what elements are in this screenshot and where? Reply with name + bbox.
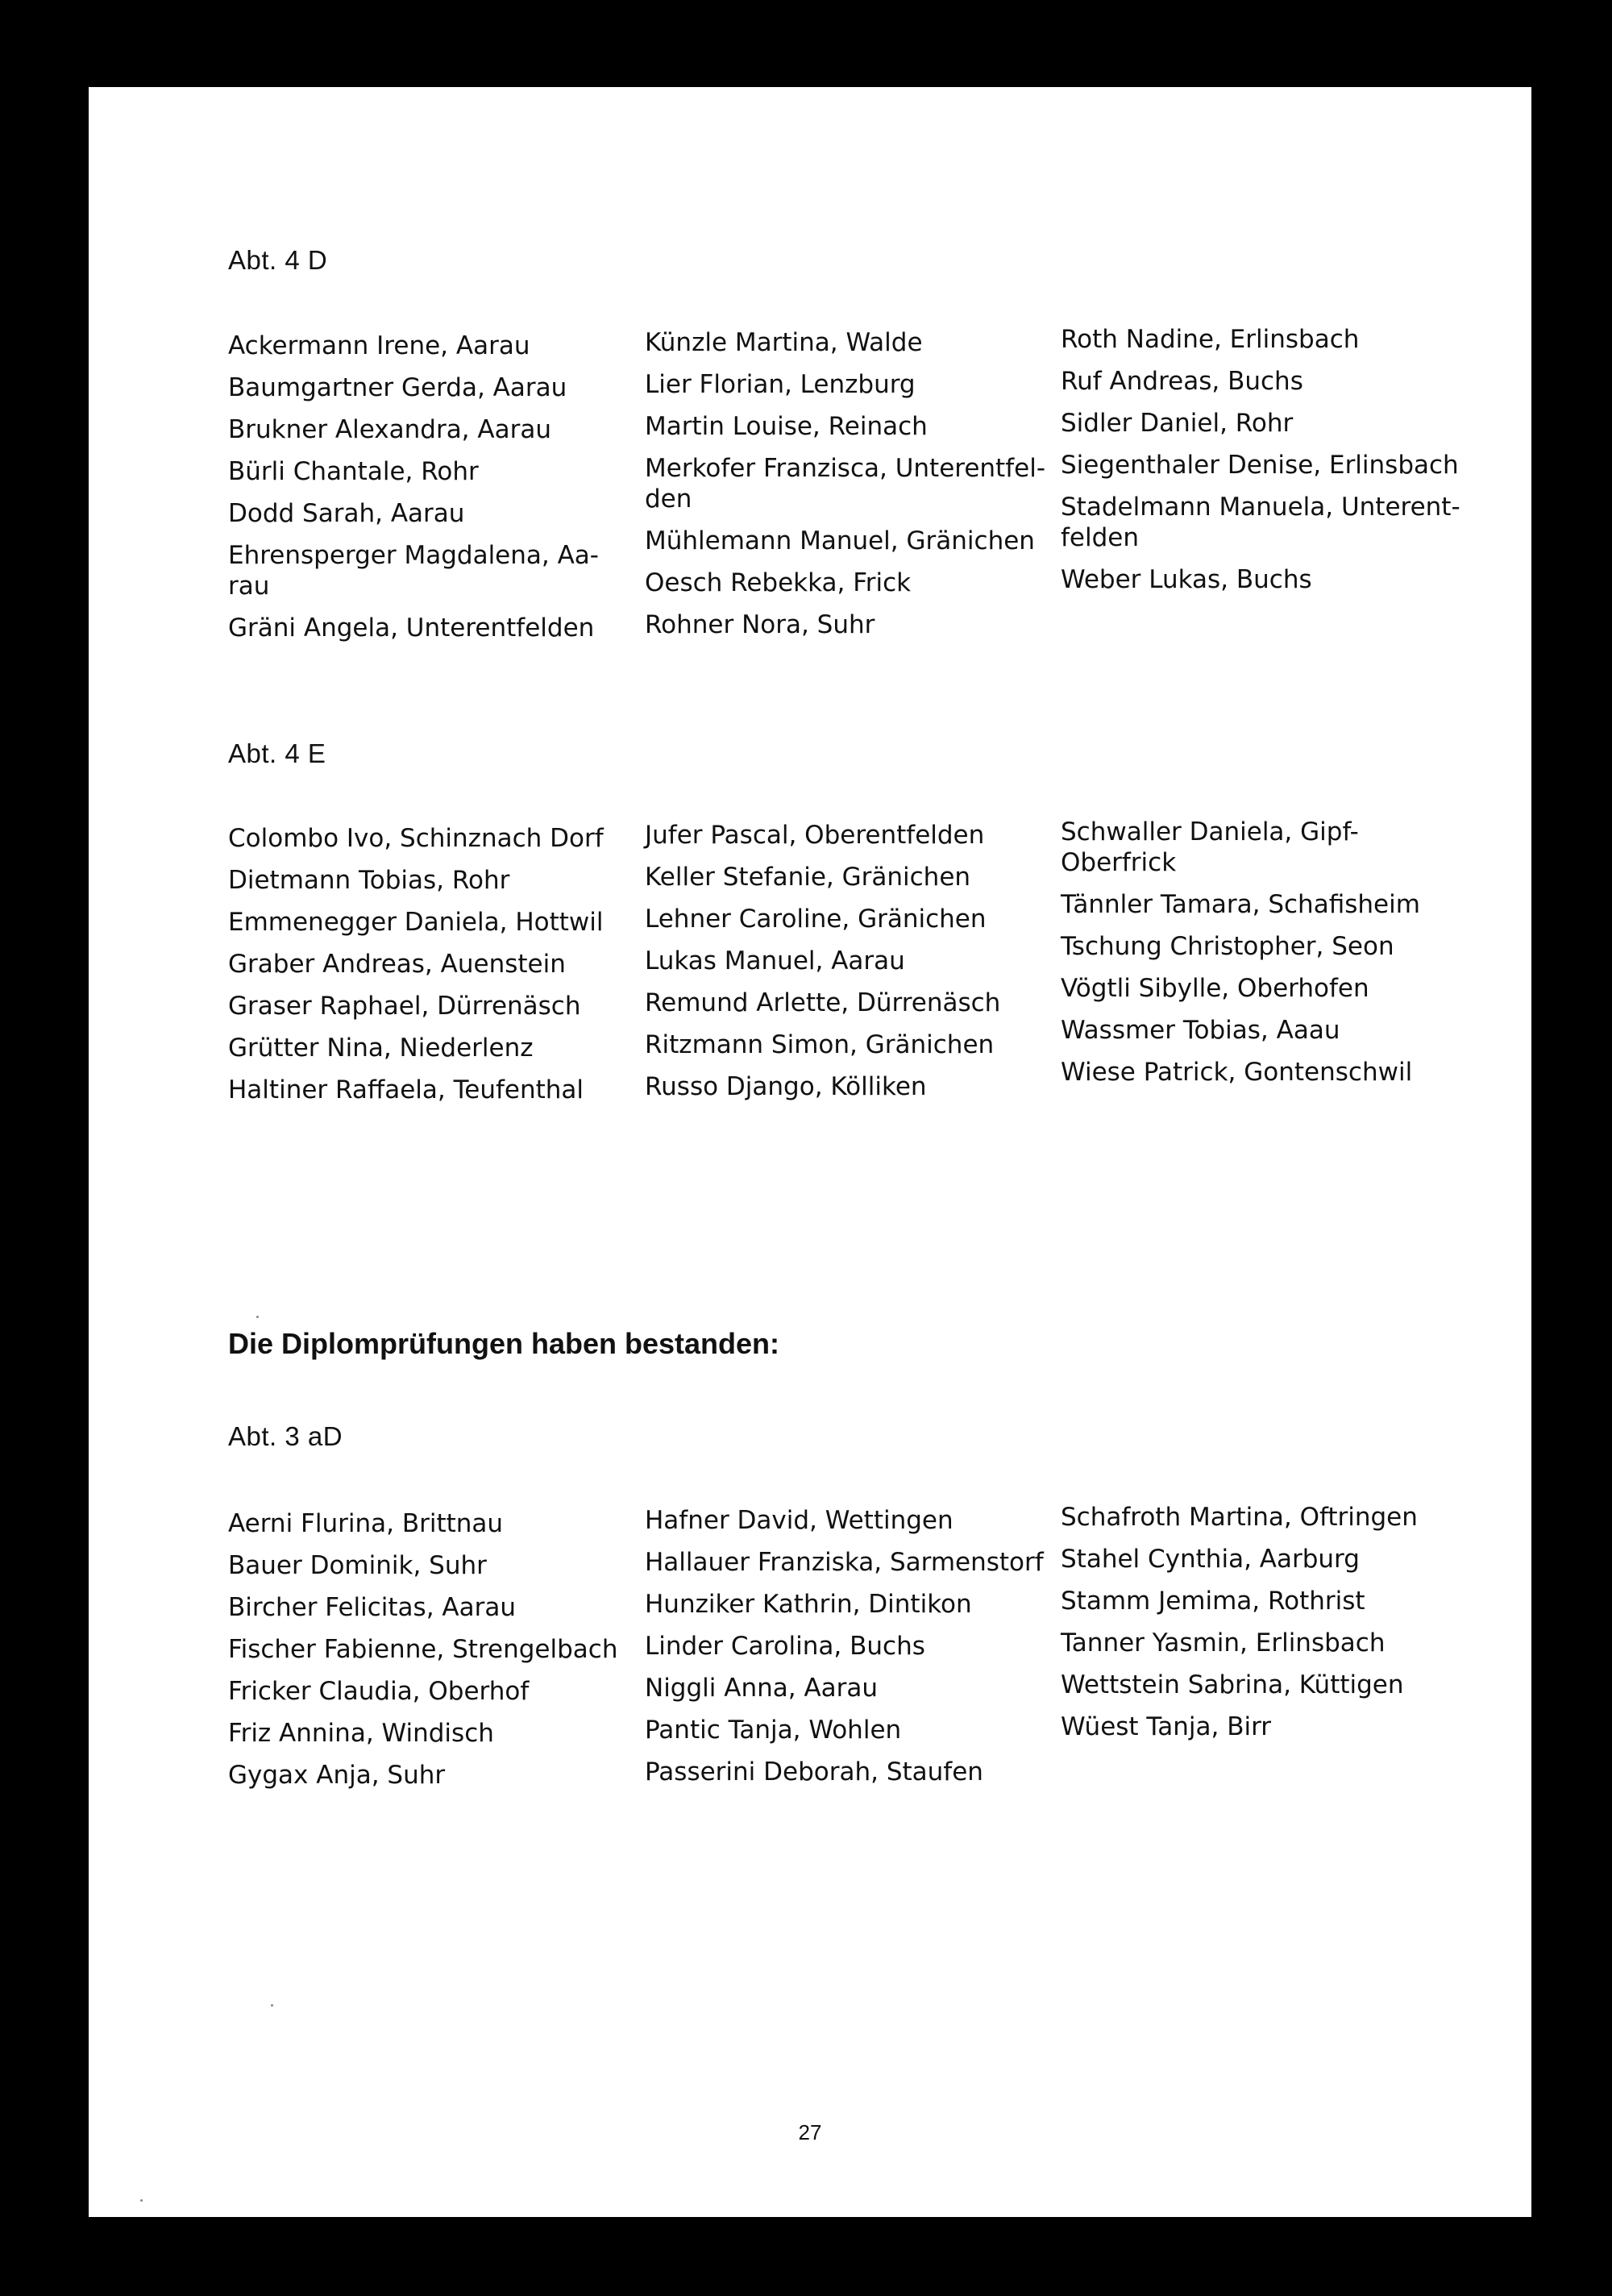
name-entry: Aerni Flurina, Brittnau	[228, 1509, 504, 1538]
name-entry: Linder Carolina, Buchs	[645, 1632, 925, 1661]
name-entry: Hunziker Kathrin, Dintikon	[645, 1590, 972, 1619]
name-entry: Schwaller Daniela, Gipf- Oberfrick	[1061, 817, 1359, 877]
name-entry: Ackermann Irene, Aarau	[228, 331, 530, 360]
name-entry: Graser Raphael, Dürrenäsch	[228, 992, 581, 1021]
name-column	[1061, 1502, 1472, 1753]
name-entry: Dietmann Tobias, Rohr	[228, 866, 510, 895]
scan-speck	[140, 2199, 143, 2202]
name-column	[1061, 817, 1472, 1099]
name-entry: Tanner Yasmin, Erlinsbach	[1061, 1628, 1386, 1658]
name-entry: Dodd Sarah, Aarau	[228, 499, 465, 528]
name-entry: Martin Louise, Reinach	[645, 412, 928, 441]
name-entry: Brukner Alexandra, Aarau	[228, 415, 551, 444]
name-entry: Friz Annina, Windisch	[228, 1719, 494, 1748]
name-entry: Hallauer Franziska, Sarmenstorf	[645, 1548, 1044, 1577]
name-entry: Tännler Tamara, Schafisheim	[1061, 890, 1420, 919]
name-column	[1061, 324, 1472, 606]
name-entry: Passerini Deborah, Staufen	[645, 1757, 983, 1786]
name-entry: Roth Nadine, Erlinsbach	[1061, 325, 1360, 354]
name-column	[228, 331, 639, 655]
name-entry: Grütter Nina, Niederlenz	[228, 1034, 534, 1063]
name-entry: Fricker Claudia, Oberhof	[228, 1677, 530, 1706]
name-entry: Baumgartner Gerda, Aarau	[228, 373, 567, 402]
scan-speck	[256, 1316, 259, 1318]
document-page	[89, 87, 1531, 2217]
name-entry: Pantic Tanja, Wohlen	[645, 1716, 902, 1745]
name-column	[645, 327, 1056, 651]
name-entry: Sidler Daniel, Rohr	[1061, 409, 1294, 438]
name-entry: Stamm Jemima, Rothrist	[1061, 1587, 1365, 1616]
name-entry: Merkofer Franzisca, Unterentfel- den	[645, 454, 1045, 514]
scan-speck	[271, 2004, 273, 2007]
name-entry: Oesch Rebekka, Frick	[645, 568, 912, 597]
name-entry: Gygax Anja, Suhr	[228, 1761, 446, 1790]
name-entry: Wettstein Sabrina, Küttigen	[1061, 1670, 1404, 1699]
name-entry: Stahel Cynthia, Aarburg	[1061, 1545, 1360, 1574]
section-title-abt-4d: Abt. 4 D	[228, 245, 328, 275]
section-title-abt-4e: Abt. 4 E	[228, 738, 326, 768]
name-entry: Bürli Chantale, Rohr	[228, 457, 479, 486]
name-entry: Jufer Pascal, Oberentfelden	[645, 821, 985, 850]
name-entry: Künzle Martina, Walde	[645, 328, 923, 357]
name-entry: Haltiner Raffaela, Teufenthal	[228, 1075, 584, 1104]
name-entry: Fischer Fabienne, Strengelbach	[228, 1635, 618, 1664]
name-entry: Wassmer Tobias, Aaau	[1061, 1016, 1340, 1045]
name-entry: Bauer Dominik, Suhr	[228, 1551, 487, 1580]
diploma-heading: Die Diplomprüfungen haben bestanden:	[228, 1327, 780, 1360]
name-entry: Graber Andreas, Auenstein	[228, 950, 566, 979]
name-entry: Schafroth Martina, Oftringen	[1061, 1503, 1418, 1532]
name-entry: Vögtli Sibylle, Oberhofen	[1061, 974, 1369, 1003]
name-entry: Siegenthaler Denise, Erlinsbach	[1061, 451, 1459, 480]
name-entry: Rohner Nora, Suhr	[645, 610, 875, 639]
page-number: 27	[798, 2120, 822, 2144]
name-entry: Keller Stefanie, Gränichen	[645, 863, 971, 892]
name-entry: Wüest Tanja, Birr	[1061, 1712, 1272, 1741]
name-entry: Emmenegger Daniela, Hottwil	[228, 908, 604, 937]
name-entry: Niggli Anna, Aarau	[645, 1674, 879, 1703]
name-entry: Remund Arlette, Dürrenäsch	[645, 988, 1001, 1017]
name-entry: Ritzmann Simon, Gränichen	[645, 1030, 995, 1059]
name-entry: Lier Florian, Lenzburg	[645, 370, 916, 399]
name-entry: Tschung Christopher, Seon	[1061, 932, 1394, 961]
section-title-abt-3ad: Abt. 3 aD	[228, 1421, 343, 1451]
name-column	[645, 1505, 1056, 1799]
name-entry: Bircher Felicitas, Aarau	[228, 1593, 516, 1622]
name-entry: Gräni Angela, Unterentfelden	[228, 614, 595, 643]
name-entry: Russo Django, Kölliken	[645, 1072, 927, 1101]
name-column	[228, 1508, 639, 1802]
name-entry: Lukas Manuel, Aarau	[645, 946, 905, 975]
name-entry: Wiese Patrick, Gontenschwil	[1061, 1058, 1413, 1087]
name-entry: Stadelmann Manuela, Unterent- felden	[1061, 493, 1460, 552]
name-column	[645, 820, 1056, 1113]
name-entry: Hafner David, Wettingen	[645, 1506, 953, 1535]
name-entry: Mühlemann Manuel, Gränichen	[645, 526, 1035, 555]
name-entry: Lehner Caroline, Gränichen	[645, 905, 987, 934]
name-column	[228, 823, 639, 1117]
name-entry: Ehrensperger Magdalena, Aa- rau	[228, 541, 599, 601]
name-entry: Colombo Ivo, Schinznach Dorf	[228, 824, 604, 853]
name-entry: Weber Lukas, Buchs	[1061, 565, 1312, 594]
name-entry: Ruf Andreas, Buchs	[1061, 367, 1303, 396]
